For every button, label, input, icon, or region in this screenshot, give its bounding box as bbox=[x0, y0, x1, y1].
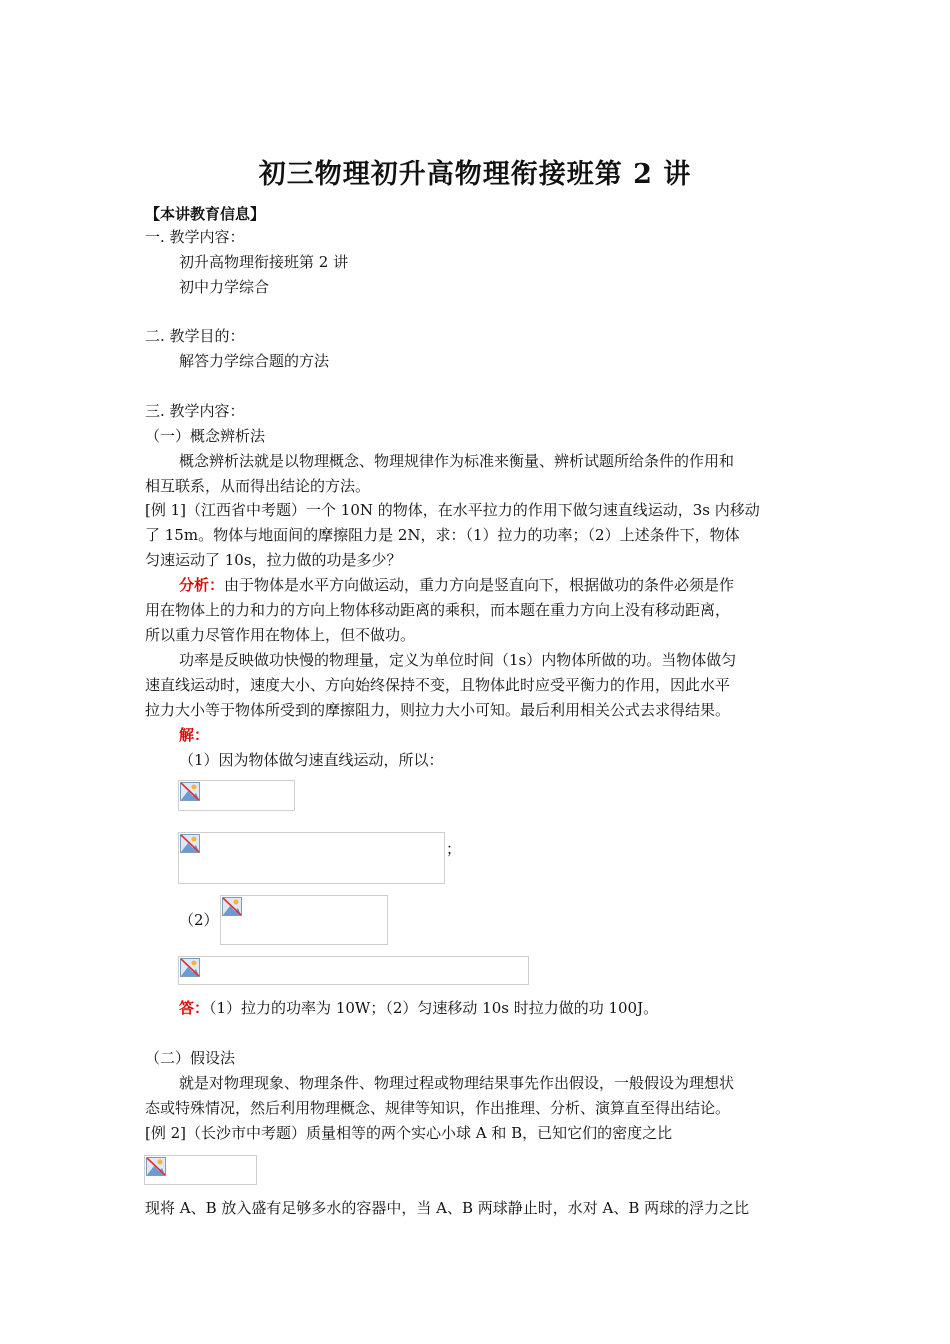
example-1-line: 了 15m。物体与地面间的摩擦阻力是 2N，求：（1）拉力的功率；（2）上述条件下，物体 bbox=[145, 526, 740, 544]
answer-label: 答： bbox=[179, 999, 210, 1017]
page-title: 初三物理初升高物理衔接班第 2 讲 bbox=[258, 159, 692, 190]
answer-text: （1）拉力的功率为 10W；（2）匀速移动 10s 时拉力做的功 100J。 bbox=[209, 999, 659, 1017]
formula-image bbox=[178, 956, 529, 985]
paragraph-line: 相互联系，从而得出结论的方法。 bbox=[145, 477, 371, 495]
formula-image bbox=[178, 780, 295, 811]
example-2-line: 现将 A、B 放入盛有足够多水的容器中，当 A、B 两球静止时，水对 A、B 两球的浮力之比 bbox=[145, 1199, 750, 1217]
semicolon: ； bbox=[446, 840, 462, 858]
formula-image bbox=[178, 832, 445, 884]
formula-image bbox=[144, 1155, 257, 1185]
example-1-line: 匀速运动了 10s，拉力做的功是多少？ bbox=[145, 551, 402, 569]
solution-label: 解： bbox=[179, 726, 210, 744]
broken-image-icon bbox=[180, 958, 200, 977]
broken-image-icon bbox=[146, 1157, 166, 1176]
paragraph-line: 态或特殊情况，然后利用物理概念、规律等知识，作出推理、分析、演算直至得出结论。 bbox=[145, 1099, 731, 1117]
broken-image-icon bbox=[222, 897, 242, 916]
example-1-line: [例 1]（江西省中考题）一个 10N 的物体，在水平拉力的作用下做匀速直线运动，3s 内移动 bbox=[145, 501, 760, 519]
solution-step-1: （1）因为物体做匀速直线运动，所以： bbox=[179, 751, 444, 769]
section-3-heading: 三. 教学内容： bbox=[145, 402, 245, 420]
power-line: 功率是反映做功快慢的物理量，定义为单位时间（1s）内物体所做的功。当物体做匀 bbox=[179, 651, 737, 669]
subsection-1-heading: （一）概念辨析法 bbox=[145, 427, 266, 445]
broken-image-icon bbox=[180, 782, 200, 801]
analysis-text: 由于物体是水平方向做运动，重力方向是竖直向下，根据做功的条件必须是作 bbox=[224, 576, 735, 594]
formula-image bbox=[220, 895, 388, 945]
info-header: 【本讲教育信息】 bbox=[145, 205, 266, 223]
power-line: 拉力大小等于物体所受到的摩擦阻力，则拉力大小可知。最后利用相关公式去求得结果。 bbox=[145, 701, 731, 719]
subsection-2-heading: （二）假设法 bbox=[145, 1049, 236, 1067]
section-1-heading: 一. 教学内容： bbox=[145, 228, 245, 246]
answer-line bbox=[179, 996, 658, 1020]
paragraph-line: 就是对物理现象、物理条件、物理过程或物理结果事先作出假设，一般假设为理想状 bbox=[179, 1074, 735, 1092]
example-2-line: [例 2]（长沙市中考题）质量相等的两个实心小球 A 和 B，已知它们的密度之比 bbox=[145, 1124, 673, 1142]
analysis-line bbox=[179, 573, 734, 597]
analysis-label: 分析： bbox=[179, 576, 225, 594]
analysis-line: 用在物体上的力和力的方向上物体移动距离的乘积，而本题在重力方向上没有移动距离， bbox=[145, 601, 731, 619]
section-2-heading: 二. 教学目的： bbox=[145, 327, 245, 345]
power-line: 速直线运动时，速度大小、方向始终保持不变，且物体此时应受平衡力的作用，因此水平 bbox=[145, 676, 731, 694]
paragraph-line: 概念辨析法就是以物理概念、物理规律作为标准来衡量、辨析试题所给条件的作用和 bbox=[179, 452, 735, 470]
broken-image-icon bbox=[180, 834, 200, 853]
analysis-line: 所以重力尽管作用在物体上，但不做功。 bbox=[145, 626, 416, 644]
section-2-line: 解答力学综合题的方法 bbox=[179, 352, 330, 370]
section-1-line: 初中力学综合 bbox=[179, 278, 270, 296]
section-1-line: 初升高物理衔接班第 2 讲 bbox=[179, 253, 349, 271]
solution-step-2-label: （2） bbox=[179, 911, 219, 929]
